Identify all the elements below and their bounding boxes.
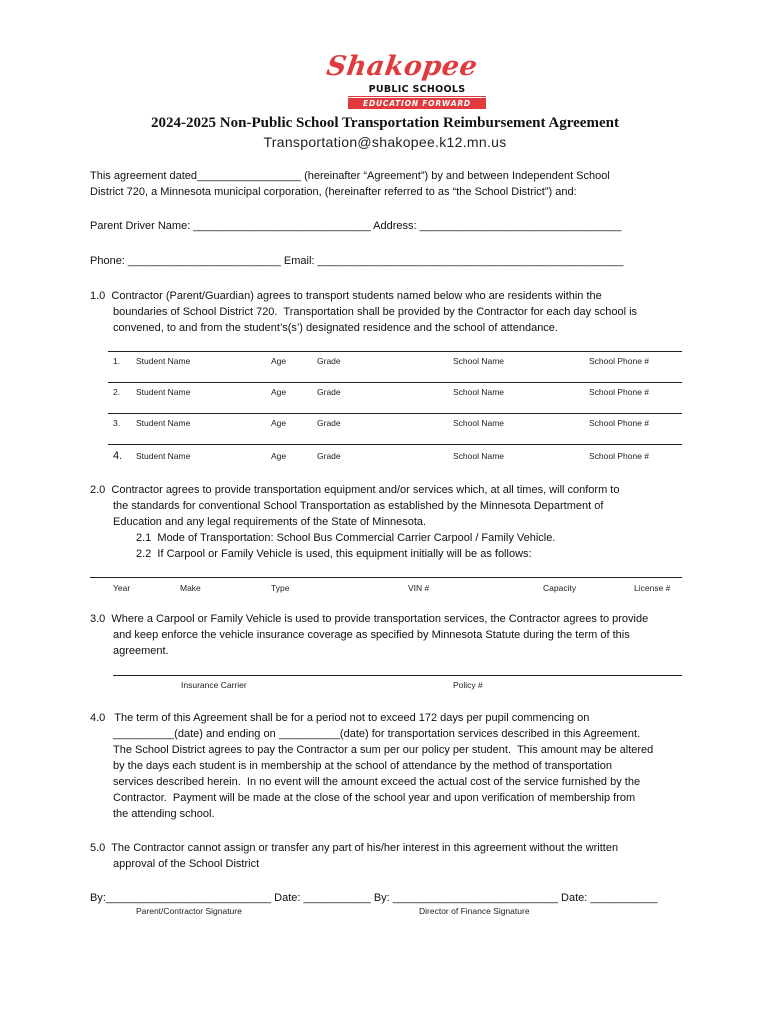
phone-email-line: Phone: _________________________ Email: __________________________________________________ [90,255,624,267]
insurance-carrier-label: Insurance Carrier [181,680,247,690]
section3-line-1: 3.0 Where a Carpool or Family Vehicle is used to provide transportation services, the Contractor agrees to provide [90,613,649,625]
student-name-label: Student Name [136,356,191,366]
section2-line-4: 2.1 Mode of Transportation: School Bus Commercial Carrier Carpool / Family Vehicle. [136,532,556,544]
school-phone-label: School Phone # [589,387,650,397]
logo-wordmark: Shakopee [324,51,480,82]
district-logo [318,52,490,110]
vehicle-license-label: License # [634,583,671,593]
vehicle-year-label: Year [113,583,131,593]
row-number: 1. [113,356,121,366]
section4-line-1: 4.0 The term of this Agreement shall be for a period not to exceed 172 days per pupil commencing on [90,712,590,724]
vehicle-row-line [90,577,682,578]
row-number: 3. [113,418,121,428]
parent-driver-line: Parent Driver Name: _____________________________ Address: _________________________________ [90,220,622,232]
section4-line-5: services described herein. In no event will the amount exceed the actual cost of the service furnished by the [113,776,641,788]
row-line [108,444,682,445]
intro-line-1: This agreement dated_________________ (hereinafter “Agreement”) by and between Independent School [90,170,610,182]
section4-line-6: Contractor. Payment will be made at the close of the school year and upon verification of membership from [113,792,636,804]
director-signature-label: Director of Finance Signature [419,906,530,916]
document-title: 2024-2025 Non-Public School Transportation Reimbursement Agreement [151,115,619,131]
age-label: Age [271,451,287,461]
section5-line-1: 5.0 The Contractor cannot assign or transfer any part of his/her interest in this agreement without the written [90,842,619,854]
section2-line-1: 2.0 Contractor agrees to provide transportation equipment and/or services which, at all times, will conform to [90,484,620,496]
logo-subtitle: PUBLIC SCHOOLS [348,83,486,97]
section4-line-4: by the days each student is in membership at the school of attendance by the method of transportation [113,760,612,772]
vehicle-vin-label: VIN # [408,583,430,593]
school-name-label: School Name [453,387,505,397]
section3-line-2: and keep enforce the vehicle insurance coverage as specified by Minnesota Statute during the term of this [113,629,630,641]
intro-line-2: District 720, a Minnesota municipal corporation, (hereinafter referred to as “the School District”) and: [90,186,577,198]
parent-signature-label: Parent/Contractor Signature [136,906,242,916]
section5-line-2: approval of the School District [113,858,260,870]
age-label: Age [271,356,287,366]
school-name-label: School Name [453,356,505,366]
student-name-label: Student Name [136,387,191,397]
policy-number-label: Policy # [453,680,483,690]
row-line [108,351,682,352]
section2-line-2: the standards for conventional School Transportation as established by the Minnesota Department of [113,500,604,512]
signature-line: By:___________________________ Date: ___________ By: ___________________________ Date: ___________ [90,892,658,904]
student-name-label: Student Name [136,451,191,461]
grade-label: Grade [317,418,341,428]
contact-email: Transportation@shakopee.k12.mn.us [263,134,507,150]
row-line [108,382,682,383]
student-name-label: Student Name [136,418,191,428]
section4-line-2: __________(date) and ending on __________(date) for transportation services described in this Agreement. [113,728,641,740]
section2-line-3: Education and any legal requirements of the State of Minnesota. [113,516,427,528]
vehicle-make-label: Make [180,583,201,593]
logo-tagline: EDUCATION FORWARD [348,98,486,109]
vehicle-type-label: Type [271,583,290,593]
school-name-label: School Name [453,451,505,461]
school-name-label: School Name [453,418,505,428]
section4-line-3: The School District agrees to pay the Contractor a sum per our policy per student. This amount may be altered [113,744,654,756]
row-number: 4. [113,450,123,462]
grade-label: Grade [317,356,341,366]
section2-line-5: 2.2 If Carpool or Family Vehicle is used, this equipment initially will be as follows: [136,548,532,560]
section1-line-2: boundaries of School District 720. Transportation shall be provided by the Contractor for each day school is [113,306,638,318]
grade-label: Grade [317,451,341,461]
age-label: Age [271,418,287,428]
grade-label: Grade [317,387,341,397]
row-line [108,413,682,414]
age-label: Age [271,387,287,397]
section1-line-1: 1.0 Contractor (Parent/Guardian) agrees to transport students named below who are residents within the [90,290,602,302]
section4-line-7: the attending school. [113,808,215,820]
section1-line-3: convened, to and from the student’s(s’) designated residence and the school of attendance. [113,322,558,334]
insurance-row-line [113,675,682,676]
school-phone-label: School Phone # [589,356,650,366]
school-phone-label: School Phone # [589,451,650,461]
vehicle-capacity-label: Capacity [543,583,577,593]
section3-line-3: agreement. [113,645,169,657]
school-phone-label: School Phone # [589,418,650,428]
row-number: 2. [113,387,121,397]
